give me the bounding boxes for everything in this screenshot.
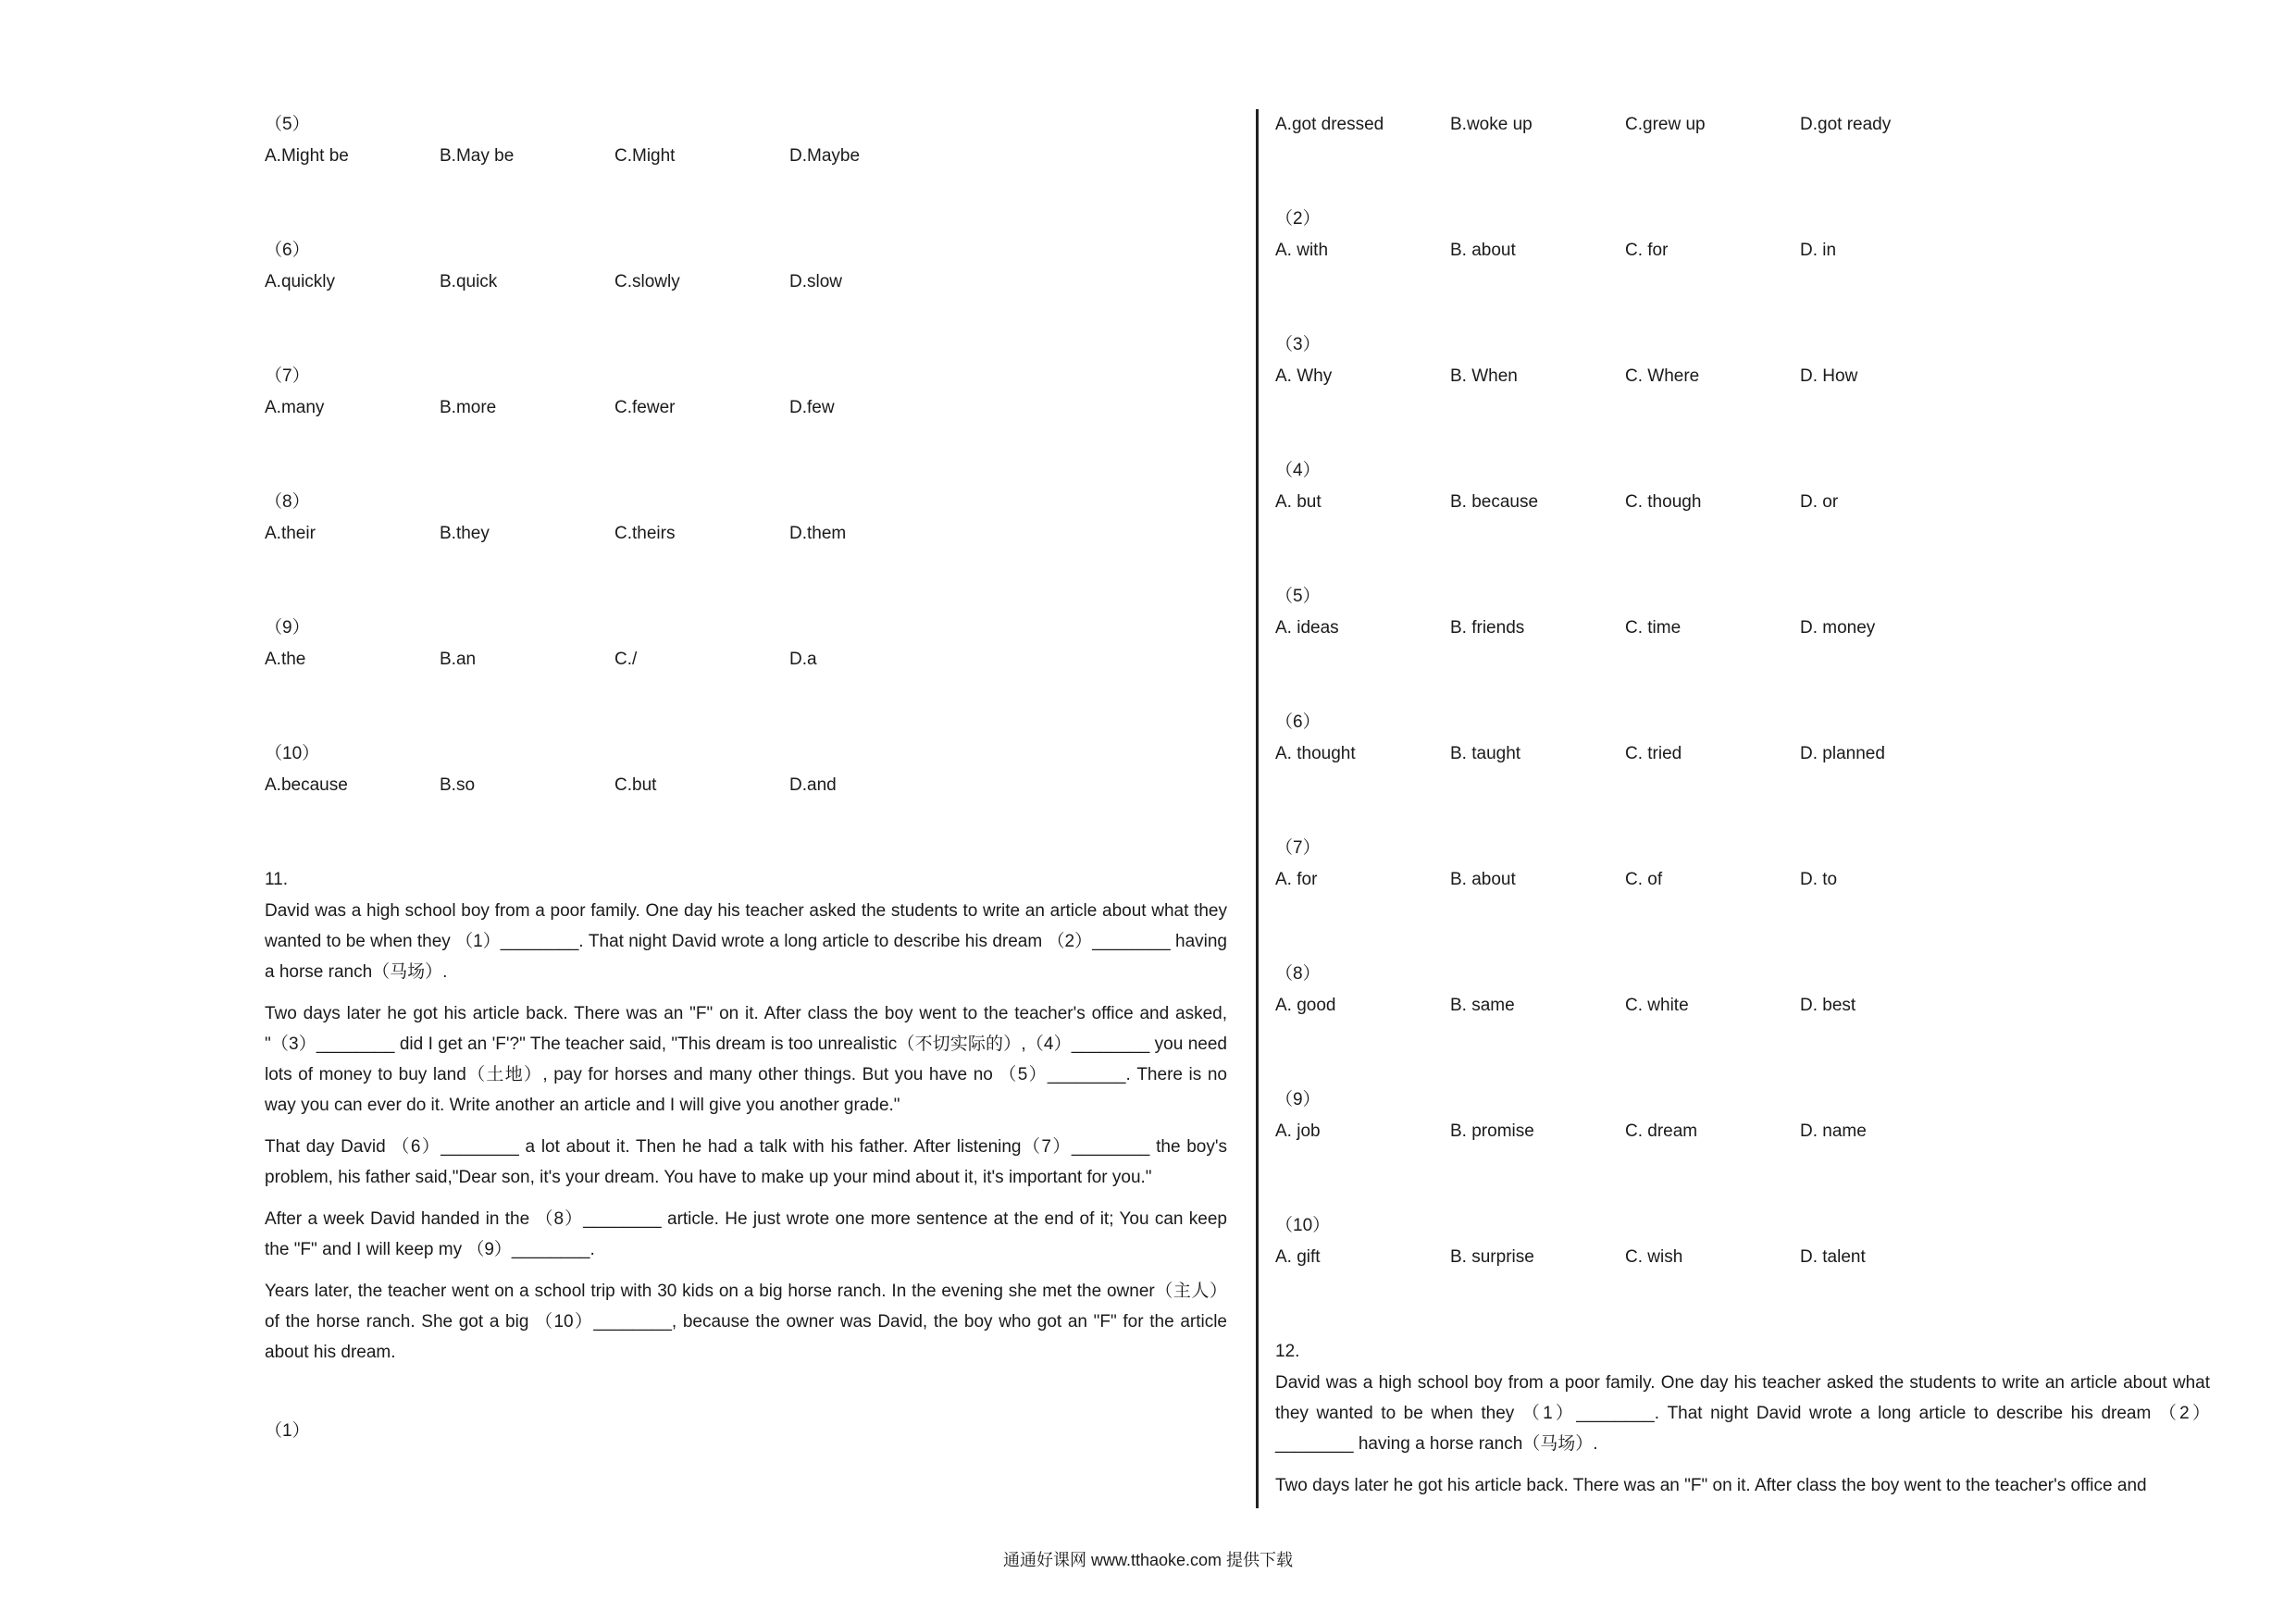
question-block <box>265 738 1227 864</box>
passage-paragraph: David was a high school boy from a poor family. One day his teacher asked the students to write an article about what they wanted to be when they （1）________. That night David wrote a long article to describe his dream （2）________ having a horse ranch（马场）. <box>1275 1373 2210 1454</box>
passage-paragraph: After a week David handed in the （8）________ article. He just wrote one more sentence at the end of it; You can keep the "F" and I will keep my （9）________. <box>265 1209 1227 1259</box>
option-row <box>1275 1116 2210 1147</box>
option-a: A.their <box>265 524 316 543</box>
option-c: C. time <box>1625 618 1682 638</box>
option-b: B.woke up <box>1450 115 1533 134</box>
option-d: D.slow <box>789 272 843 291</box>
option-b: B. surprise <box>1450 1247 1534 1267</box>
option-c: C. for <box>1625 241 1669 260</box>
option-row <box>1275 738 2210 770</box>
option-c: C. tried <box>1625 744 1682 763</box>
left-column <box>265 109 1227 1447</box>
question-number: （4） <box>1275 461 1321 480</box>
option-row <box>265 141 1227 172</box>
question-number: （10） <box>1275 1216 1331 1235</box>
option-d: D. talent <box>1800 1247 1866 1267</box>
option-c: C.theirs <box>614 524 676 543</box>
option-d: D.a <box>789 650 817 669</box>
passage-number: 12. <box>1275 1342 1300 1361</box>
question-number: （8） <box>1275 964 1321 984</box>
option-d: D.got ready <box>1800 115 1892 134</box>
option-a: A.Might be <box>265 146 349 166</box>
option-d: D.and <box>789 775 837 795</box>
option-c: C.Might <box>614 146 676 166</box>
question-block <box>1275 959 2210 1084</box>
question-block <box>1275 1210 2210 1336</box>
column-divider <box>1256 109 1259 1508</box>
option-d: D. How <box>1800 366 1858 386</box>
option-row <box>1275 613 2210 644</box>
question-block <box>1275 1084 2210 1210</box>
option-b: B.they <box>440 524 490 543</box>
option-c: C.grew up <box>1625 115 1706 134</box>
passage-number: 11. <box>265 870 289 889</box>
option-c: C./ <box>614 650 638 669</box>
question-number: （3） <box>1275 335 1321 354</box>
option-row <box>265 392 1227 424</box>
question-number: （10） <box>265 744 320 763</box>
question-block <box>1275 581 2210 707</box>
option-c: C.slowly <box>614 272 680 291</box>
option-d: D. money <box>1800 618 1876 638</box>
option-d: D.Maybe <box>789 146 861 166</box>
passage-12 <box>1275 1336 2210 1501</box>
passage-11 <box>265 864 1227 1447</box>
option-d: D.them <box>789 524 847 543</box>
option-b: B. When <box>1450 366 1518 386</box>
option-row <box>1275 235 2210 266</box>
option-c: C. dream <box>1625 1121 1698 1141</box>
question-block <box>1275 833 2210 959</box>
question-number: （5） <box>1275 587 1321 606</box>
option-a: A. for <box>1275 870 1318 889</box>
option-c: C.fewer <box>614 398 676 417</box>
question-block <box>265 613 1227 738</box>
option-b: B.an <box>440 650 477 669</box>
option-a: A. good <box>1275 996 1336 1015</box>
question-block <box>1275 109 2210 204</box>
option-d: D. planned <box>1800 744 1885 763</box>
option-d: D.few <box>789 398 835 417</box>
option-b: B. friends <box>1450 618 1525 638</box>
question-number: （1） <box>265 1421 310 1441</box>
option-row <box>1275 990 2210 1022</box>
option-b: B. promise <box>1450 1121 1534 1141</box>
question-number: （7） <box>265 366 310 386</box>
question-block <box>265 487 1227 613</box>
option-a: A. but <box>1275 492 1322 512</box>
option-c: C. wish <box>1625 1247 1683 1267</box>
option-c: C. of <box>1625 870 1663 889</box>
question-number: （2） <box>1275 209 1321 229</box>
option-a: A. thought <box>1275 744 1356 763</box>
passage-paragraph: David was a high school boy from a poor family. One day his teacher asked the students to write an article about what they wanted to be when they （1）________. That night David wrote a long article to describe his dream （2）________ having a horse ranch（马场）. <box>265 901 1227 982</box>
option-a: A.got dressed <box>1275 115 1384 134</box>
question-block <box>1275 204 2210 329</box>
question-number: （6） <box>1275 712 1321 732</box>
option-c: C. white <box>1625 996 1689 1015</box>
passage-paragraph: Years later, the teacher went on a school trip with 30 kids on a big horse ranch. In the evening she met the owner（主人）of the horse ranch. She got a big （10）________, because the owner was David, the boy who got an "F" for the article about his dream. <box>265 1282 1227 1362</box>
question-block <box>265 235 1227 361</box>
option-d: D. or <box>1800 492 1839 512</box>
passage-paragraph: Two days later he got his article back. There was an "F" on it. After class the boy went to the teacher's office and <box>1275 1476 2147 1495</box>
option-a: A.quickly <box>265 272 336 291</box>
question-number: （5） <box>265 115 310 134</box>
question-block <box>1275 455 2210 581</box>
question-number: （7） <box>1275 838 1321 858</box>
option-a: A.many <box>265 398 325 417</box>
option-d: D. to <box>1800 870 1838 889</box>
page-footer: 通通好课网 www.tthaoke.com 提供下载 <box>1002 1551 1294 1569</box>
option-c: C.but <box>614 775 657 795</box>
option-b: B.quick <box>440 272 498 291</box>
option-b: B. about <box>1450 870 1516 889</box>
option-row <box>1275 864 2210 896</box>
option-b: B. about <box>1450 241 1516 260</box>
option-a: A. ideas <box>1275 618 1339 638</box>
option-row <box>1275 1242 2210 1273</box>
option-b: B. because <box>1450 492 1539 512</box>
question-number: （8） <box>265 492 310 512</box>
option-row <box>265 770 1227 801</box>
question-number: （9） <box>1275 1090 1321 1109</box>
option-d: D. name <box>1800 1121 1867 1141</box>
question-block <box>265 361 1227 487</box>
question-block <box>265 109 1227 235</box>
option-c: C. though <box>1625 492 1702 512</box>
question-number: （9） <box>265 618 310 638</box>
passage-paragraph: Two days later he got his article back. There was an "F" on it. After class the boy went to the teacher's office and asked, "（3）________ did I get an 'F'?" The teacher said, "This dream is too unrealistic（不切实际的）,（4）________ you need lots of money to buy land（土地）, pay for horses and many other things. But you have no （5）________. There is no way you can ever do it. Write another an article and I will give you another grade." <box>265 1004 1227 1115</box>
option-b: B.more <box>440 398 497 417</box>
option-row <box>1275 361 2210 392</box>
option-b: B. same <box>1450 996 1515 1015</box>
option-a: A. with <box>1275 241 1329 260</box>
option-b: B.May be <box>440 146 515 166</box>
option-b: B. taught <box>1450 744 1521 763</box>
question-block <box>1275 707 2210 833</box>
option-a: A.the <box>265 650 306 669</box>
option-row <box>1275 109 2210 141</box>
option-row <box>265 644 1227 675</box>
option-a: A. Why <box>1275 366 1333 386</box>
option-c: C. Where <box>1625 366 1700 386</box>
option-row <box>265 266 1227 298</box>
option-row <box>1275 487 2210 518</box>
option-d: D. in <box>1800 241 1837 260</box>
option-row <box>265 518 1227 550</box>
option-b: B.so <box>440 775 476 795</box>
question-block <box>1275 329 2210 455</box>
option-d: D. best <box>1800 996 1856 1015</box>
option-a: A. job <box>1275 1121 1321 1141</box>
option-a: A.because <box>265 775 348 795</box>
right-column <box>1275 109 2210 1512</box>
passage-paragraph: That day David （6）________ a lot about it. Then he had a talk with his father. After listening（7）________ the boy's problem, his father said,"Dear son, it's your dream. You have to make up your mind about it, it's important for you." <box>265 1137 1227 1187</box>
question-number: （6） <box>265 241 310 260</box>
option-a: A. gift <box>1275 1247 1321 1267</box>
